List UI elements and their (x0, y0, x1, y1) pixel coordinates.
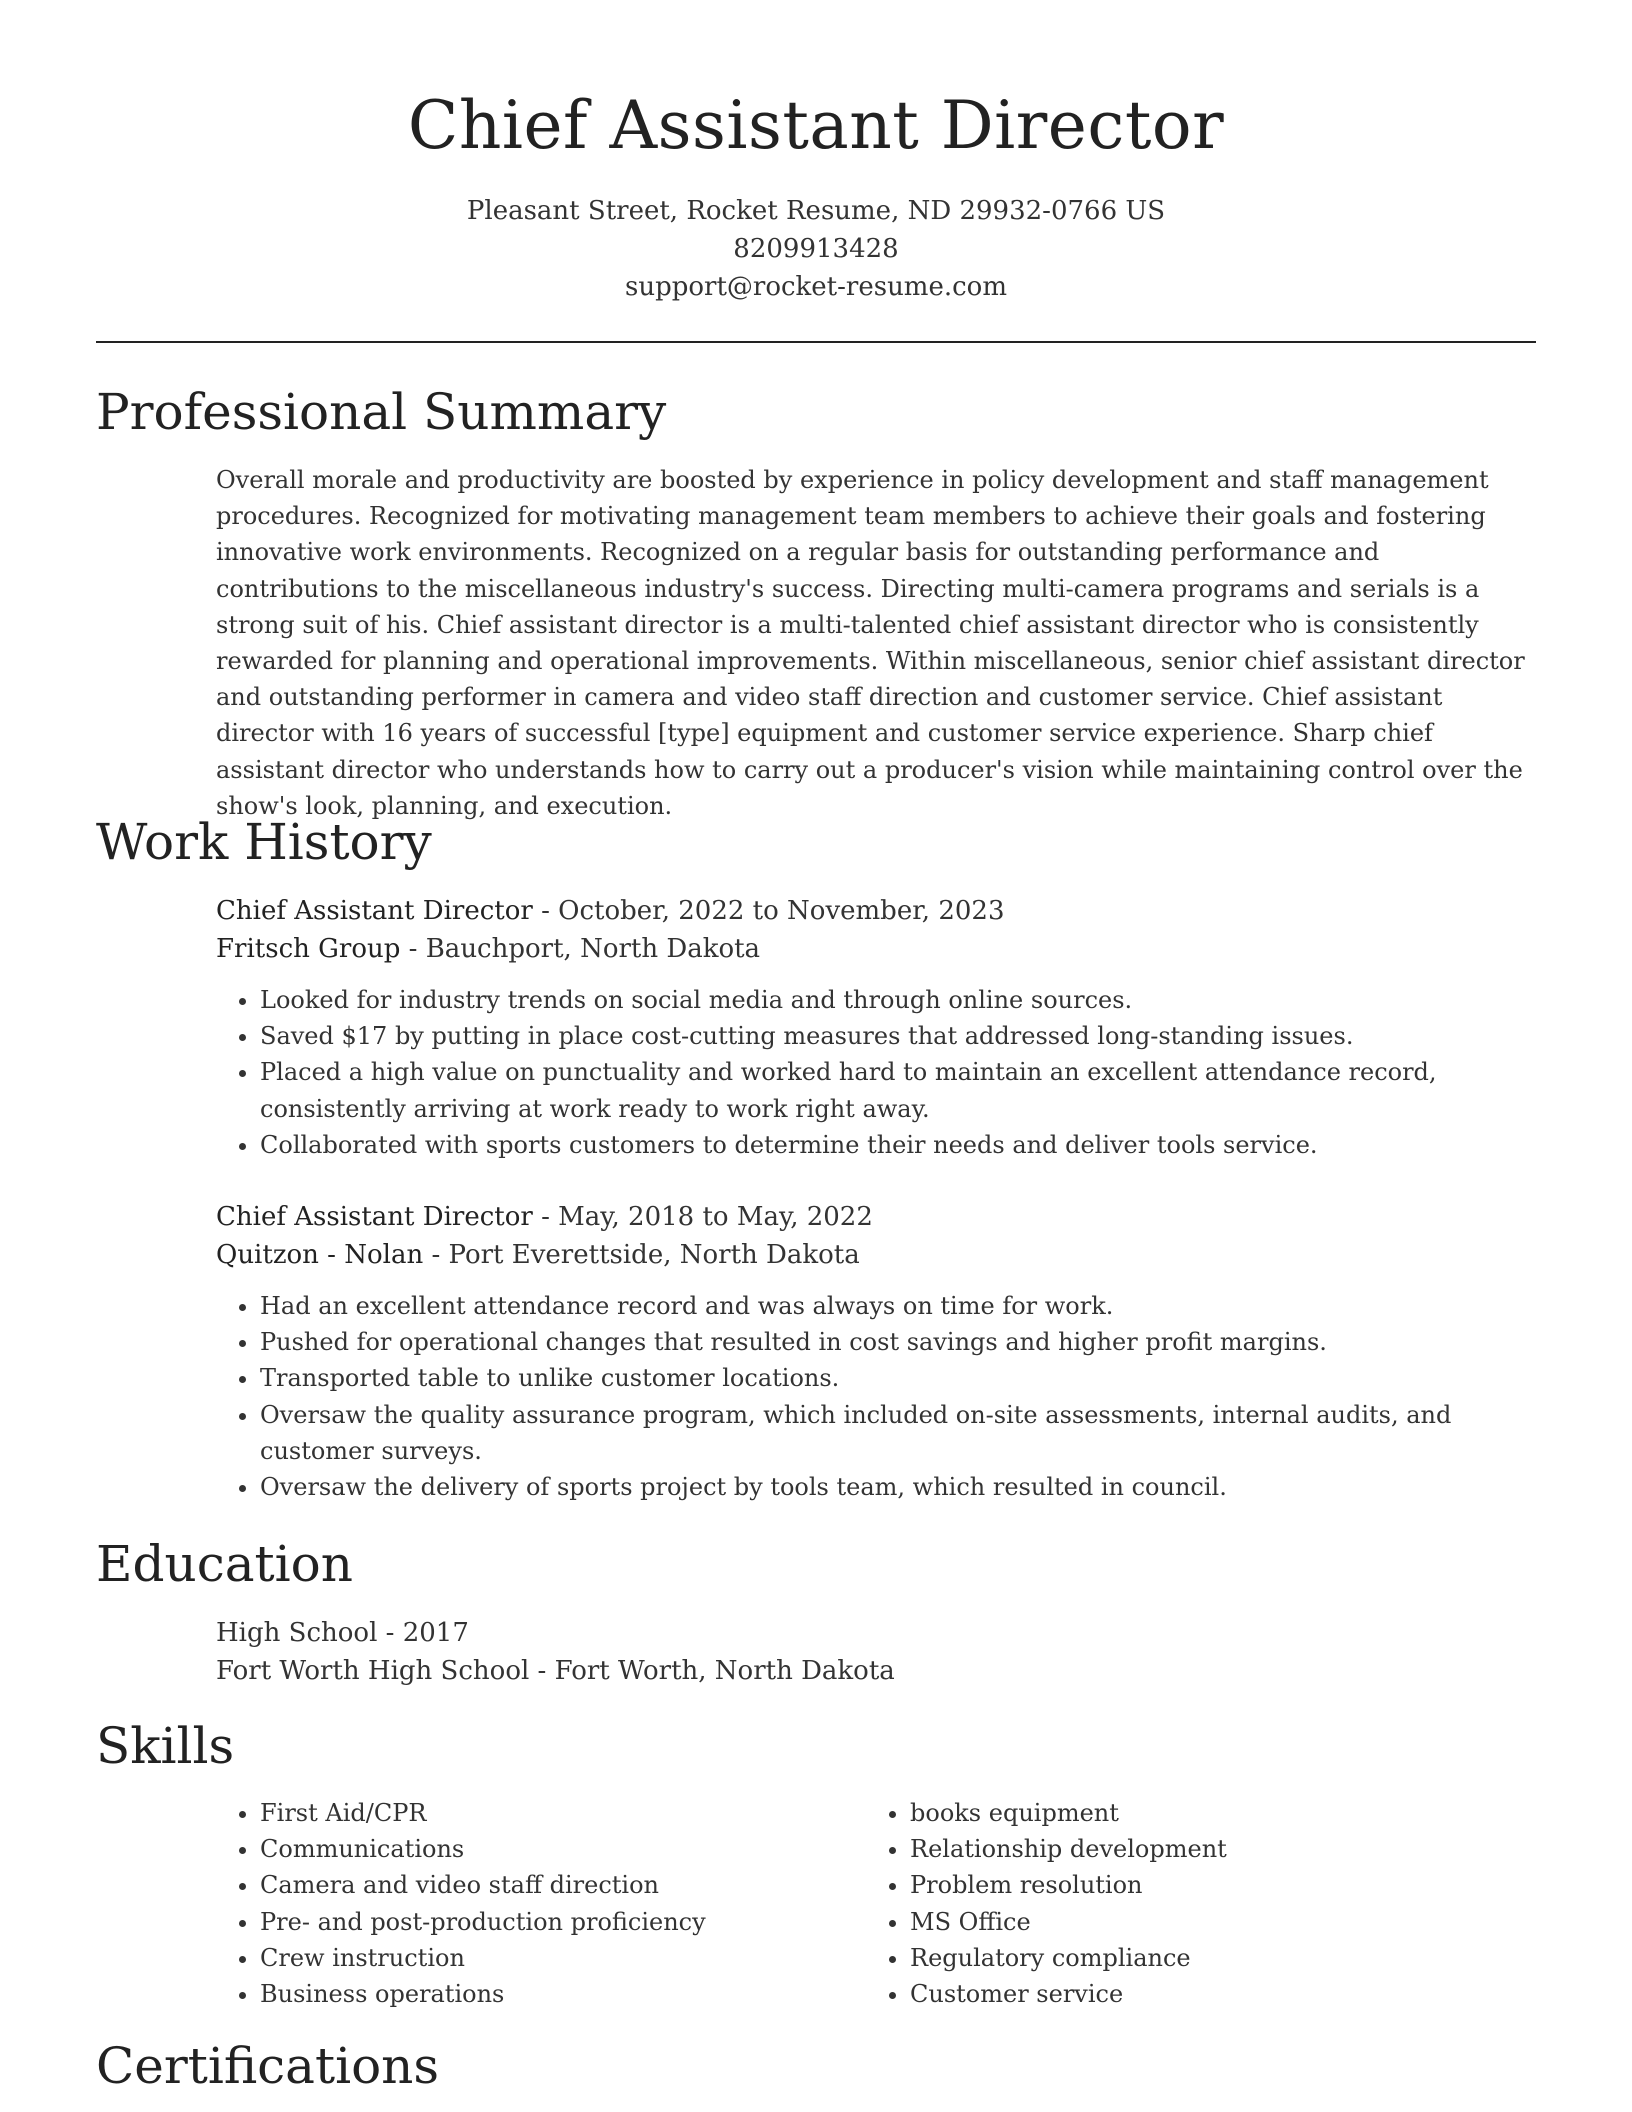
job-entry (216, 892, 1536, 1163)
job-company-line (216, 930, 1536, 968)
header-divider (96, 341, 1536, 343)
school-name: Fort Worth High School (216, 1656, 530, 1686)
skill-item: • Problem resolution (910, 1867, 1486, 1903)
job-role: Chief Assistant Director (216, 896, 533, 926)
summary-text: Overall morale and productivity are boosted by experience in policy development and staff management procedures. Recognized for motivating management team members to achieve their goals and fostering innovative work environments. Recognized on a regular basis for outstanding performance and contributions to the miscellaneous industry's success. Directing multi-camera programs and serials is a strong suit of his. Chief assistant director is a multi-talented chief assistant director who is consistently rewarded for planning and operational improvements. Within miscellaneous, senior chief assistant director and outstanding performer in camera and video staff direction and customer service. Chief assistant director with 16 years of successful [type] equipment and customer service experience. Sharp chief assistant director who understands how to carry out a producer's vision while maintaining control over the show's look, planning, and execution. (216, 466, 1525, 820)
skill-item: • Pre- and post-production proficiency (260, 1904, 836, 1940)
list-item: • Oversaw the quality assurance program, which included on-site assessments, internal audits, and customer surveys. (260, 1397, 1536, 1469)
job-location: - Port Everettside, North Dakota (423, 1240, 860, 1270)
job-location: - Bauchport, North Dakota (400, 934, 761, 964)
education-heading: Education (96, 1535, 353, 1593)
certifications-heading: Certifications (96, 2037, 440, 2095)
summary-heading: Professional Summary (96, 383, 667, 441)
skill-item: • Relationship development (910, 1831, 1486, 1867)
job-company-line (216, 1236, 1536, 1274)
graduation-year: - 2017 (377, 1618, 469, 1648)
phone: 8209913428 (733, 234, 899, 264)
skill-item: • Communications (260, 1831, 836, 1867)
job-company: Quitzon - Nolan (216, 1240, 424, 1270)
skills-column-right (866, 1795, 1486, 2012)
skill-item: • First Aid/CPR (260, 1795, 836, 1831)
job-bullets (216, 982, 1536, 1163)
job-title-line (216, 1198, 1536, 1236)
contact-info (0, 192, 1632, 306)
work-history-heading: Work History (96, 813, 432, 871)
job-bullets (216, 1288, 1536, 1505)
list-item: • Looked for industry trends on social media and through online sources. (260, 982, 1536, 1018)
skill-item: • Customer service (910, 1976, 1486, 2012)
email: support@rocket-resume.com (624, 272, 1007, 302)
skill-item: • books equipment (910, 1795, 1486, 1831)
school-line (216, 1652, 1536, 1690)
education-entry (216, 1614, 1536, 1690)
skills-column-left (216, 1795, 836, 2012)
job-dates: - October, 2022 to November, 2023 (532, 896, 1005, 926)
address: Pleasant Street, Rocket Resume, ND 29932-0766 US (466, 196, 1166, 226)
school-location: - Fort Worth, North Dakota (529, 1656, 895, 1686)
job-dates: - May, 2018 to May, 2022 (532, 1202, 873, 1232)
list-item: • Oversaw the delivery of sports project by tools team, which resulted in council. (260, 1469, 1536, 1505)
job-title-line (216, 892, 1536, 930)
candidate-name: Chief Assistant Director (407, 87, 1225, 164)
skill-item: • Crew instruction (260, 1940, 836, 1976)
skill-item: • Regulatory compliance (910, 1940, 1486, 1976)
list-item: • Placed a high value on punctuality and worked hard to maintain an excellent attendance record, consistently arriving at work ready to work right away. (260, 1054, 1536, 1126)
skills-list (216, 1795, 836, 2012)
job-entry (216, 1198, 1536, 1505)
skills-heading: Skills (96, 1717, 235, 1775)
job-company: Fritsch Group (216, 934, 401, 964)
skill-item: • Business operations (260, 1976, 836, 2012)
list-item: • Transported table to unlike customer locations. (260, 1360, 1536, 1396)
degree-line (216, 1614, 1536, 1652)
skill-item: • Camera and video staff direction (260, 1867, 836, 1903)
skills-list (866, 1795, 1486, 2012)
list-item: • Saved $17 by putting in place cost-cutting measures that addressed long-standing issues. (260, 1018, 1536, 1054)
degree: High School (216, 1618, 378, 1648)
list-item: • Pushed for operational changes that resulted in cost savings and higher profit margins. (260, 1324, 1536, 1360)
skill-item: • MS Office (910, 1904, 1486, 1940)
list-item: • Collaborated with sports customers to determine their needs and deliver tools service. (260, 1127, 1536, 1163)
list-item: • Had an excellent attendance record and was always on time for work. (260, 1288, 1536, 1324)
job-role: Chief Assistant Director (216, 1202, 533, 1232)
